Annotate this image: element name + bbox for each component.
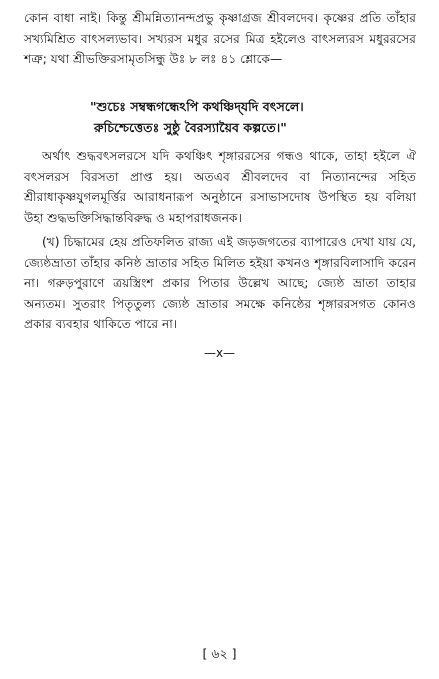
- section-divider: —x—: [203, 346, 236, 360]
- sanskrit-verse: [90, 96, 390, 138]
- paragraph-3: (খ) চিদ্ধামের হেয় প্রতিফলিত রাজ্য এই জড়জগতের ব্যাপারেও দেখা যায় যে, জ্যেষ্ঠভ্রাতা তাঁহার কনিষ্ঠ ভ্রাতার সহিত মিলিত হইয়া কখনও শৃঙ্গারবিলাসাদি করেন না। গরুড়পুরাণে ত্রয়স্ত্রিংশ প্রকার পিতার উল্লেখ আছে; জ্যেষ্ঠ ভ্রাতা তাহার অন্যতম। সুতরাং পিতৃতুল্য জ্যেষ্ঠ ভ্রাতার সমক্ষে কনিষ্ঠের শৃঙ্গাররসগত কোনও প্রকার ব্যবহার থাকিতে পারে না।: [24, 235, 416, 332]
- page-number: [ ৬২ ]: [202, 646, 237, 661]
- paragraph-1: কোন বাধা নাই। কিন্তু শ্রীমন্নিত্যানন্দপ্রভু কৃষ্ণাগ্রজ শ্রীবলদেব। কৃষ্ণের প্রতি তাঁহার সখ্যমিশ্রিত বাৎসল্যভাব। সখ্যরস মধুর রসের মিত্র হইলেও বাৎসল্যরস মধুররসের শত্রু; যথা শ্রীভক্তিরসামৃতসিন্ধু উঃ ৮ লঃ ৪১ শ্লোকে—: [24, 11, 416, 67]
- paragraph-2: অর্থাৎ শুদ্ধবৎসলরসে যদি কথঞ্চিৎ শৃঙ্গাররসের গন্ধও থাকে, তাহা হইলে ঐ বৎসলরস বিরসতা প্রাপ্ত হয়। অতএব শ্রীবলদেব বা নিত্যানন্দের সহিত শ্রীরাধাকৃষ্ণযুগলমূর্ত্তির আরাধনারূপ অনুষ্ঠানে রসাভাসদোষ উপস্থিত হয় বলিয়া উহা শুদ্ধভক্তিসিদ্ধান্তবিরুদ্ধ ও মহাপরাধজনক।: [24, 149, 416, 225]
- verse-line-1: "শুচেঃ সম্বন্ধগন্ধেঽপি কথঞ্চিদ্‌যদি বৎসলে।: [90, 99, 304, 114]
- verse-line-2: রুচিশ্চেত্তেতঃ সুষ্ঠু বৈরস্যায়ৈব কল্পতে।": [94, 120, 287, 135]
